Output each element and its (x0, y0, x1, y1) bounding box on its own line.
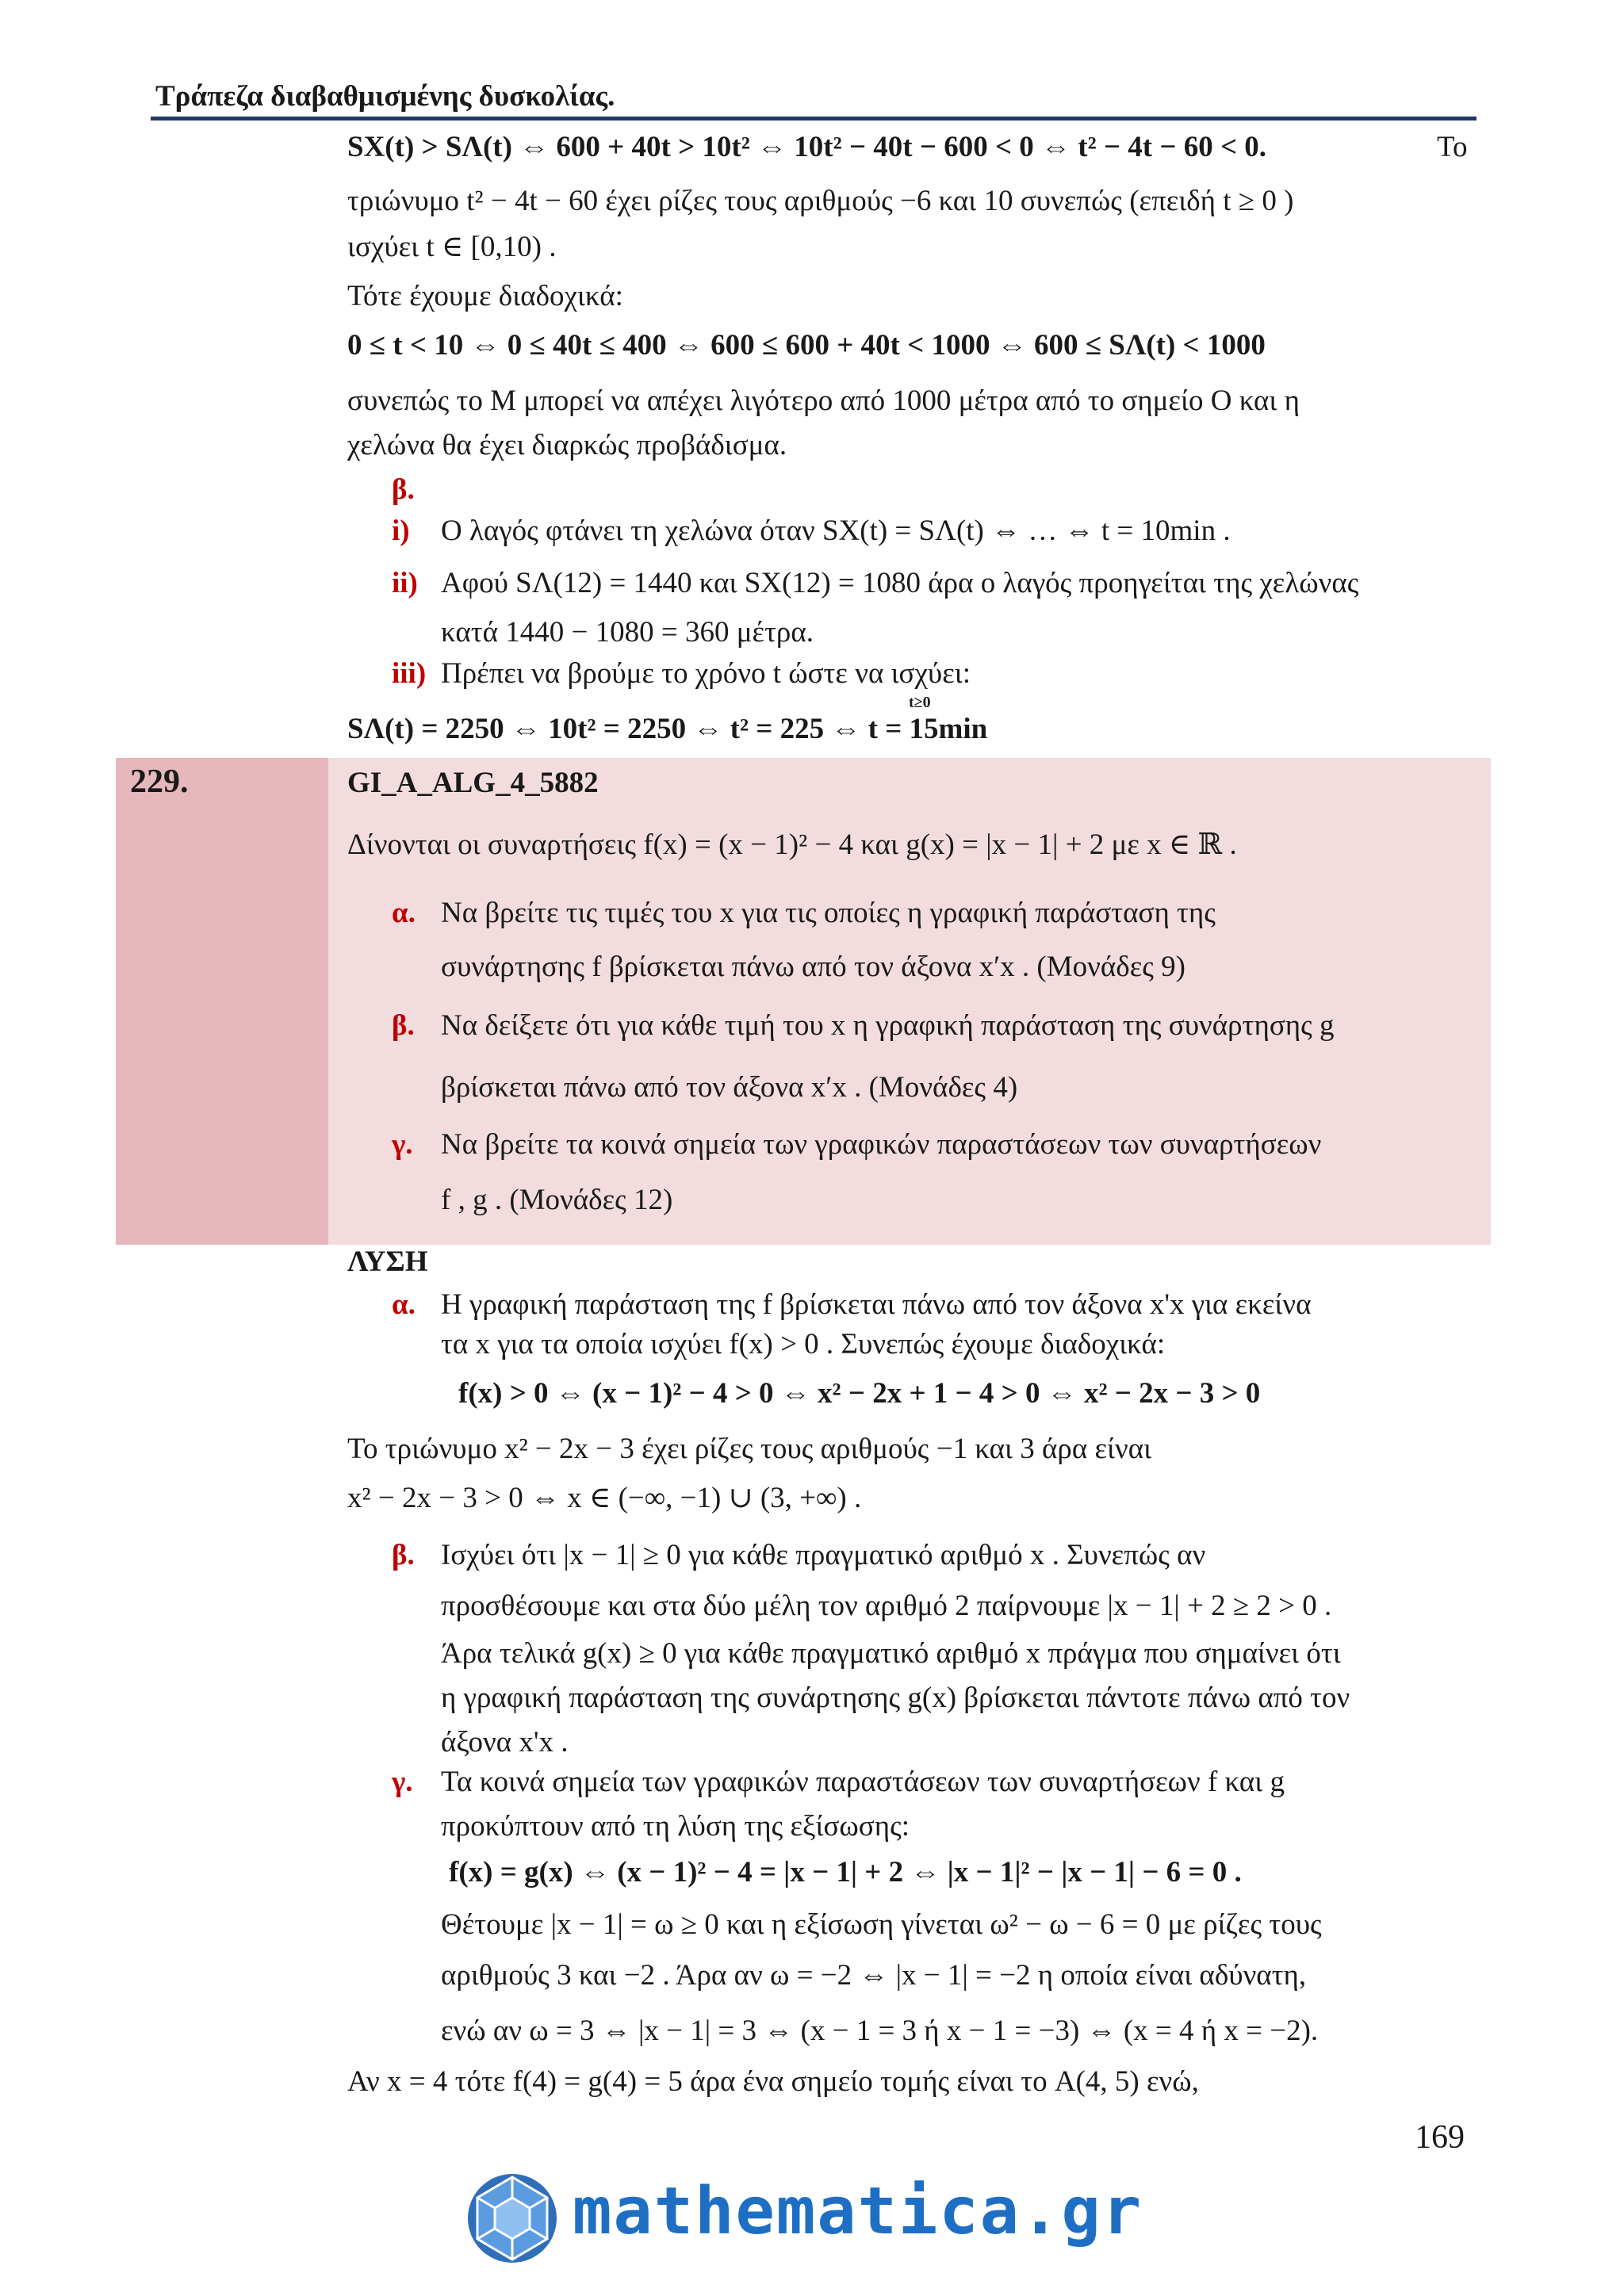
text-line: f , g . (Μονάδες 12) (441, 1184, 673, 1216)
part-label: γ. (392, 1766, 413, 1798)
text-line: Τα κοινά σημεία των γραφικών παραστάσεων των συναρτήσεων f και g (441, 1766, 1285, 1798)
equation-line: f(x) = g(x) ⇔ (x − 1)² − 4 = |x − 1| + 2 ⇔ |x − 1|² − |x − 1| − 6 = 0 . (449, 1856, 1242, 1888)
text-line: Το (1437, 131, 1468, 163)
text-line: συνεπώς το M μπορεί να απέχει λιγότερο από 1000 μέτρα από το σημείο O και η (347, 385, 1300, 417)
text-line: Να βρείτε τις τιμές του x για τις οποίες η γραφική παράσταση της (441, 897, 1216, 929)
part-label: i) (392, 515, 410, 547)
part-label: ii) (392, 567, 418, 599)
text-line: Το τριώνυμο x² − 2x − 3 έχει ρίζες τους αριθμούς −1 και 3 άρα είναι (347, 1433, 1152, 1465)
text-line: τριώνυμο t² − 4t − 60 έχει ρίζες τους αριθμούς −6 και 10 συνεπώς (επειδή t ≥ 0 ) (347, 185, 1294, 217)
text-line: ισχύει t ∈ [0,10) . (347, 231, 557, 263)
brand-logo-text[interactable]: mathematica.gr (573, 2174, 1143, 2249)
part-label: α. (392, 1288, 416, 1321)
part-label: β. (392, 473, 415, 506)
text-line: προκύπτουν από τη λύση της εξίσωσης: (441, 1810, 910, 1843)
exercise-number-cell (116, 758, 328, 1245)
text-line: Αφού SΛ(12) = 1440 και SΧ(12) = 1080 άρα ο λαγός προηγείται της χελώνας (441, 567, 1359, 599)
part-label: β. (392, 1009, 415, 1042)
text-line: ενώ αν ω = 3 ⇔ |x − 1| = 3 ⇔ (x − 1 = 3 ή x − 1 = −3) ⇔ (x = 4 ή x = −2). (441, 2015, 1319, 2047)
text-line: κατά 1440 − 1080 = 360 μέτρα. (441, 616, 814, 649)
equation-line: f(x) > 0 ⇔ (x − 1)² − 4 > 0 ⇔ x² − 2x + 1 − 4 > 0 ⇔ x² − 2x − 3 > 0 (458, 1377, 1261, 1410)
header-title: Τράπεζα διαβαθμισμένης δυσκολίας. (155, 80, 615, 113)
polyhedron-logo-icon (465, 2171, 560, 2266)
text-line: Άρα τελικά g(x) ≥ 0 για κάθε πραγματικό αριθμό x πράγμα που σημαίνει ότι (441, 1637, 1341, 1670)
text-line: Πρέπει να βρούμε το χρόνο t ώστε να ισχύει: (441, 657, 971, 690)
text-line: Ισχύει ότι |x − 1| ≥ 0 για κάθε πραγματικό αριθμό x . Συνεπώς αν (441, 1539, 1206, 1571)
exercise-code: GI_A_ALG_4_5882 (347, 767, 599, 799)
text-line: SΧ(t) > SΛ(t) ⇔ 600 + 40t > 10t² ⇔ 10t² − 40t − 600 < 0 ⇔ t² − 4t − 60 < 0. (347, 131, 1267, 163)
text-line: χελώνα θα έχει διαρκώς προβάδισμα. (347, 429, 787, 461)
text-line: βρίσκεται πάνω από τον άξονα x′x . (Μονάδες 4) (441, 1071, 1018, 1104)
text-line: Τότε έχουμε διαδοχικά: (347, 280, 623, 312)
equation-line: SΛ(t) = 2250 ⇔ 10t² = 2250 ⇔ t² = 225 ⇔ t = 15min (347, 713, 988, 745)
part-label: β. (392, 1539, 415, 1571)
text-line: Ο λαγός φτάνει τη χελώνα όταν SΧ(t) = SΛ(t) ⇔ … ⇔ t = 10min . (441, 515, 1231, 547)
part-label: iii) (392, 657, 427, 690)
exercise-number: 229. (130, 763, 189, 800)
header-rule (151, 117, 1477, 121)
text-line: Αν x = 4 τότε f(4) = g(4) = 5 άρα ένα σημείο τομής είναι το A(4, 5) ενώ, (347, 2065, 1199, 2098)
text-line: Θέτουμε |x − 1| = ω ≥ 0 και η εξίσωση γίνεται ω² − ω − 6 = 0 με ρίζες τους (441, 1908, 1322, 1941)
equation-line: 0 ≤ t < 10 ⇔ 0 ≤ 40t ≤ 400 ⇔ 600 ≤ 600 + 40t < 1000 ⇔ 600 ≤ SΛ(t) < 1000 (347, 329, 1266, 362)
page-number: 169 (1415, 2119, 1465, 2156)
text-line: Να βρείτε τα κοινά σημεία των γραφικών παραστάσεων των συναρτήσεων (441, 1128, 1322, 1161)
part-label: γ. (392, 1128, 413, 1161)
text-line: άξονα x'x . (441, 1726, 569, 1758)
text-line: αριθμούς 3 και −2 . Άρα αν ω = −2 ⇔ |x − 1| = −2 η οποία είναι αδύνατη, (441, 1959, 1307, 1992)
text-line: Η γραφική παράσταση της f βρίσκεται πάνω από τον άξονα x'x για εκείνα (441, 1288, 1312, 1321)
text-line: τα x για τα οποία ισχύει f(x) > 0 . Συνεπώς έχουμε διαδοχικά: (441, 1328, 1166, 1360)
solution-title: ΛΥΣΗ (347, 1246, 428, 1278)
text-line: η γραφική παράσταση της συνάρτησης g(x) βρίσκεται πάντοτε πάνω από τον (441, 1682, 1350, 1714)
condition-label: t≥0 (909, 694, 931, 711)
text-line: x² − 2x − 3 > 0 ⇔ x ∈ (−∞, −1) ∪ (3, +∞) . (347, 1482, 862, 1514)
text-line: προσθέσουμε και στα δύο μέλη τον αριθμό 2 παίρνουμε |x − 1| + 2 ≥ 2 > 0 . (441, 1590, 1332, 1622)
text-line: συνάρτησης f βρίσκεται πάνω από τον άξονα x′x . (Μονάδες 9) (441, 951, 1185, 983)
part-label: α. (392, 897, 416, 929)
exercise-intro: Δίνονται οι συναρτήσεις f(x) = (x − 1)² − 4 και g(x) = |x − 1| + 2 με x ∈ ℝ . (347, 828, 1237, 861)
text-line: Να δείξετε ότι για κάθε τιμή του x η γραφική παράσταση της συνάρτησης g (441, 1009, 1335, 1042)
